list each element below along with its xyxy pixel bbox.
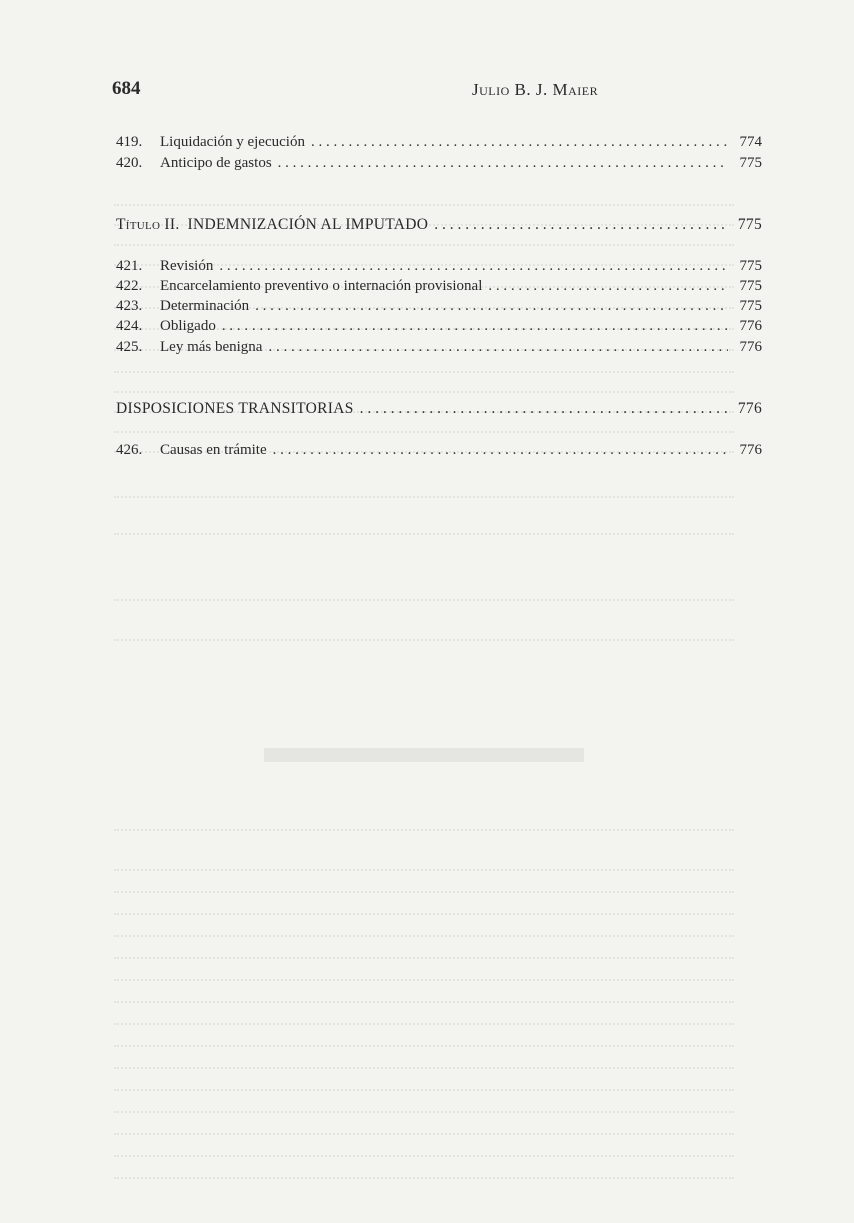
entry-title: Causas en trámite bbox=[160, 442, 267, 458]
entry-number: 419. bbox=[116, 134, 143, 150]
entry-title: Encarcelamiento preventivo o internación provisional bbox=[160, 278, 483, 294]
entry-number: 420. bbox=[116, 155, 143, 171]
entry-number: 424. bbox=[116, 318, 143, 334]
entry-page: 776 bbox=[739, 442, 762, 458]
dot-leader bbox=[255, 298, 728, 315]
title-prefix: Título II. bbox=[116, 216, 180, 233]
entry-page: 776 bbox=[739, 318, 762, 334]
dot-leader bbox=[434, 216, 728, 234]
entry-page: 776 bbox=[737, 400, 762, 417]
running-head-author: Julio B. J. Maier bbox=[472, 80, 599, 99]
dot-leader bbox=[273, 442, 728, 459]
entry-title: Obligado bbox=[160, 318, 216, 334]
toc-entry[interactable] bbox=[116, 258, 762, 278]
entry-page: 776 bbox=[739, 339, 762, 355]
toc-entry[interactable] bbox=[116, 442, 762, 462]
toc-entry[interactable] bbox=[116, 339, 762, 359]
toc-section-heading[interactable] bbox=[116, 400, 762, 420]
title-heading-text: INDEMNIZACIÓN AL IMPUTADO bbox=[187, 216, 429, 233]
dot-leader bbox=[278, 155, 728, 172]
dot-leader bbox=[311, 134, 728, 151]
toc-entry[interactable] bbox=[116, 318, 762, 338]
entry-number: 423. bbox=[116, 298, 143, 314]
entry-page: 775 bbox=[739, 278, 762, 294]
dot-leader bbox=[222, 318, 728, 335]
entry-title: Ley más benigna bbox=[160, 339, 263, 355]
toc-entry[interactable] bbox=[116, 278, 762, 298]
toc-entry[interactable] bbox=[116, 298, 762, 318]
entry-number: 425. bbox=[116, 339, 143, 355]
entry-title: Anticipo de gastos bbox=[160, 155, 272, 171]
entry-title: Liquidación y ejecución bbox=[160, 134, 305, 150]
entry-page: 775 bbox=[737, 216, 762, 233]
dot-leader bbox=[268, 339, 728, 356]
running-head bbox=[112, 78, 742, 104]
entry-number: 422. bbox=[116, 278, 143, 294]
page-number: 684 bbox=[112, 78, 141, 99]
entry-number: 426. bbox=[116, 442, 143, 458]
toc-entry[interactable] bbox=[116, 134, 762, 154]
dot-leader bbox=[360, 400, 728, 418]
entry-page: 775 bbox=[739, 298, 762, 314]
section-heading-text: DISPOSICIONES TRANSITORIAS bbox=[116, 400, 354, 417]
toc-title-heading[interactable] bbox=[116, 216, 762, 236]
entry-number: 421. bbox=[116, 258, 143, 274]
entry-page: 774 bbox=[739, 134, 762, 150]
entry-page: 775 bbox=[739, 258, 762, 274]
entry-title: Revisión bbox=[160, 258, 214, 274]
entry-page: 775 bbox=[739, 155, 762, 171]
dot-leader bbox=[219, 258, 728, 275]
entry-title: Determinación bbox=[160, 298, 250, 314]
toc-entry[interactable] bbox=[116, 155, 762, 175]
dot-leader bbox=[488, 278, 728, 295]
